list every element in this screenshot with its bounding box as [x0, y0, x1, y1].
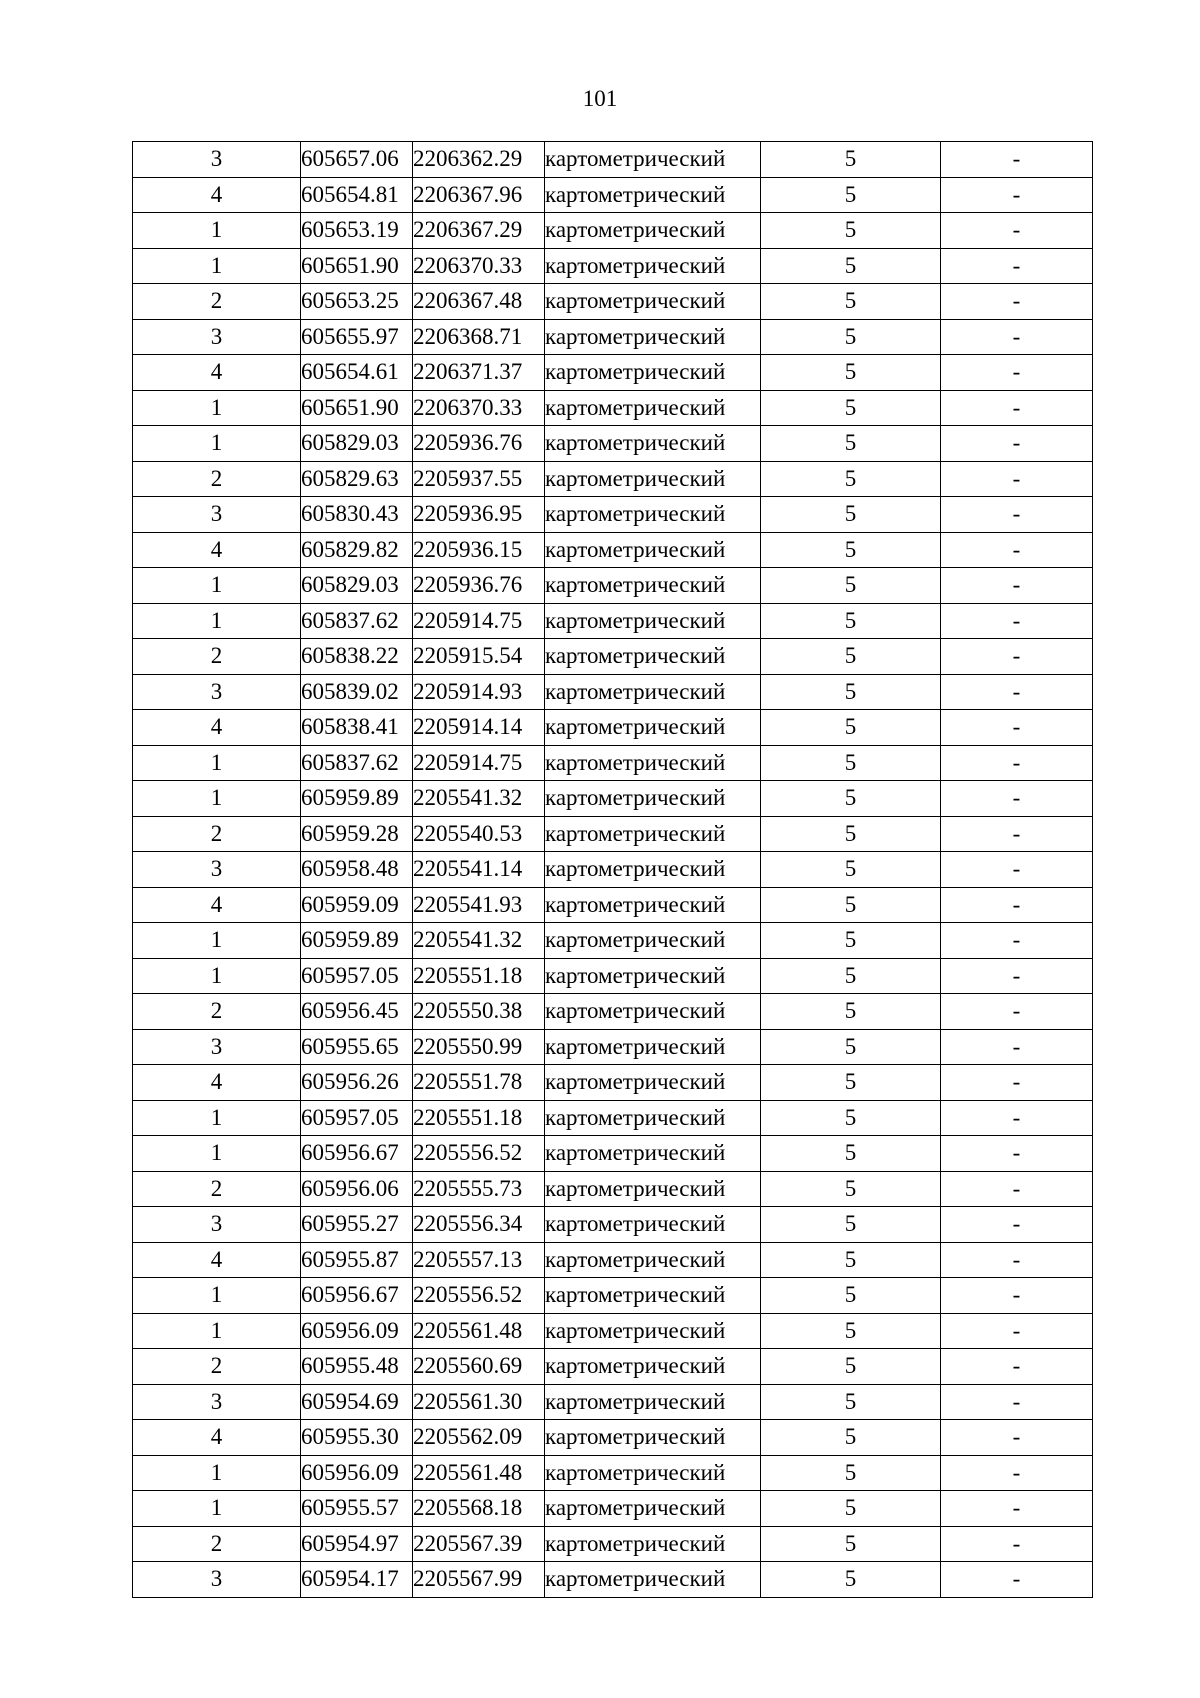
- coordinates-table-body: [133, 142, 1093, 1598]
- accuracy-cell: 5: [761, 1349, 941, 1385]
- accuracy-cell: 5: [761, 958, 941, 994]
- table-row: [133, 213, 1093, 249]
- table-row: [133, 639, 1093, 675]
- accuracy-cell: 5: [761, 603, 941, 639]
- y-coordinate-cell: 2206370.33: [413, 248, 545, 284]
- x-coordinate-cell: 605956.45: [301, 994, 413, 1030]
- method-cell: картометрический: [545, 852, 761, 888]
- y-coordinate-cell: 2205560.69: [413, 1349, 545, 1385]
- accuracy-cell: 5: [761, 639, 941, 675]
- y-coordinate-cell: 2206370.33: [413, 390, 545, 426]
- point-number-cell: 1: [133, 568, 301, 604]
- accuracy-cell: 5: [761, 1455, 941, 1491]
- table-row: [133, 1207, 1093, 1243]
- table-row: [133, 426, 1093, 462]
- description-cell: -: [941, 319, 1093, 355]
- table-row: [133, 355, 1093, 391]
- accuracy-cell: 5: [761, 1100, 941, 1136]
- accuracy-cell: 5: [761, 674, 941, 710]
- accuracy-cell: 5: [761, 1207, 941, 1243]
- x-coordinate-cell: 605657.06: [301, 142, 413, 178]
- y-coordinate-cell: 2205914.75: [413, 745, 545, 781]
- x-coordinate-cell: 605954.69: [301, 1384, 413, 1420]
- y-coordinate-cell: 2205550.99: [413, 1029, 545, 1065]
- y-coordinate-cell: 2205567.99: [413, 1562, 545, 1598]
- point-number-cell: 2: [133, 994, 301, 1030]
- point-number-cell: 4: [133, 710, 301, 746]
- description-cell: -: [941, 1491, 1093, 1527]
- table-row: [133, 745, 1093, 781]
- description-cell: -: [941, 532, 1093, 568]
- description-cell: -: [941, 284, 1093, 320]
- point-number-cell: 1: [133, 745, 301, 781]
- accuracy-cell: 5: [761, 142, 941, 178]
- accuracy-cell: 5: [761, 319, 941, 355]
- method-cell: картометрический: [545, 426, 761, 462]
- x-coordinate-cell: 605955.48: [301, 1349, 413, 1385]
- table-row: [133, 177, 1093, 213]
- description-cell: -: [941, 639, 1093, 675]
- accuracy-cell: 5: [761, 852, 941, 888]
- method-cell: картометрический: [545, 319, 761, 355]
- table-row: [133, 319, 1093, 355]
- method-cell: картометрический: [545, 213, 761, 249]
- method-cell: картометрический: [545, 142, 761, 178]
- point-number-cell: 3: [133, 1562, 301, 1598]
- point-number-cell: 4: [133, 1420, 301, 1456]
- y-coordinate-cell: 2205914.14: [413, 710, 545, 746]
- y-coordinate-cell: 2205567.39: [413, 1526, 545, 1562]
- accuracy-cell: 5: [761, 284, 941, 320]
- table-row: [133, 1526, 1093, 1562]
- table-row: [133, 1420, 1093, 1456]
- y-coordinate-cell: 2206367.96: [413, 177, 545, 213]
- point-number-cell: 4: [133, 177, 301, 213]
- method-cell: картометрический: [545, 1065, 761, 1101]
- x-coordinate-cell: 605651.90: [301, 390, 413, 426]
- method-cell: картометрический: [545, 177, 761, 213]
- y-coordinate-cell: 2205551.78: [413, 1065, 545, 1101]
- x-coordinate-cell: 605959.28: [301, 816, 413, 852]
- table-row: [133, 958, 1093, 994]
- method-cell: картометрический: [545, 816, 761, 852]
- method-cell: картометрический: [545, 887, 761, 923]
- table-row: [133, 674, 1093, 710]
- description-cell: -: [941, 248, 1093, 284]
- y-coordinate-cell: 2205914.93: [413, 674, 545, 710]
- description-cell: -: [941, 461, 1093, 497]
- y-coordinate-cell: 2205561.30: [413, 1384, 545, 1420]
- description-cell: -: [941, 142, 1093, 178]
- description-cell: -: [941, 887, 1093, 923]
- description-cell: -: [941, 213, 1093, 249]
- method-cell: картометрический: [545, 532, 761, 568]
- point-number-cell: 1: [133, 1278, 301, 1314]
- table-row: [133, 1455, 1093, 1491]
- description-cell: -: [941, 710, 1093, 746]
- point-number-cell: 2: [133, 1171, 301, 1207]
- y-coordinate-cell: 2205562.09: [413, 1420, 545, 1456]
- method-cell: картометрический: [545, 1562, 761, 1598]
- point-number-cell: 3: [133, 319, 301, 355]
- description-cell: -: [941, 1349, 1093, 1385]
- x-coordinate-cell: 605956.26: [301, 1065, 413, 1101]
- point-number-cell: 1: [133, 1100, 301, 1136]
- point-number-cell: 1: [133, 1455, 301, 1491]
- method-cell: картометрический: [545, 603, 761, 639]
- table-row: [133, 1384, 1093, 1420]
- accuracy-cell: 5: [761, 1242, 941, 1278]
- accuracy-cell: 5: [761, 213, 941, 249]
- y-coordinate-cell: 2206367.29: [413, 213, 545, 249]
- accuracy-cell: 5: [761, 994, 941, 1030]
- x-coordinate-cell: 605959.09: [301, 887, 413, 923]
- x-coordinate-cell: 605957.05: [301, 1100, 413, 1136]
- x-coordinate-cell: 605954.97: [301, 1526, 413, 1562]
- method-cell: картометрический: [545, 1242, 761, 1278]
- y-coordinate-cell: 2205937.55: [413, 461, 545, 497]
- description-cell: -: [941, 1171, 1093, 1207]
- point-number-cell: 1: [133, 1491, 301, 1527]
- table-row: [133, 142, 1093, 178]
- y-coordinate-cell: 2205561.48: [413, 1313, 545, 1349]
- y-coordinate-cell: 2205541.14: [413, 852, 545, 888]
- x-coordinate-cell: 605653.19: [301, 213, 413, 249]
- x-coordinate-cell: 605839.02: [301, 674, 413, 710]
- point-number-cell: 3: [133, 1029, 301, 1065]
- method-cell: картометрический: [545, 1207, 761, 1243]
- accuracy-cell: 5: [761, 710, 941, 746]
- y-coordinate-cell: 2206362.29: [413, 142, 545, 178]
- y-coordinate-cell: 2205557.13: [413, 1242, 545, 1278]
- table-row: [133, 923, 1093, 959]
- accuracy-cell: 5: [761, 426, 941, 462]
- description-cell: -: [941, 1065, 1093, 1101]
- x-coordinate-cell: 605655.97: [301, 319, 413, 355]
- table-row: [133, 816, 1093, 852]
- accuracy-cell: 5: [761, 390, 941, 426]
- accuracy-cell: 5: [761, 1420, 941, 1456]
- description-cell: -: [941, 1526, 1093, 1562]
- accuracy-cell: 5: [761, 1562, 941, 1598]
- x-coordinate-cell: 605837.62: [301, 603, 413, 639]
- point-number-cell: 3: [133, 674, 301, 710]
- x-coordinate-cell: 605653.25: [301, 284, 413, 320]
- x-coordinate-cell: 605957.05: [301, 958, 413, 994]
- y-coordinate-cell: 2206367.48: [413, 284, 545, 320]
- method-cell: картометрический: [545, 674, 761, 710]
- point-number-cell: 1: [133, 1313, 301, 1349]
- point-number-cell: 2: [133, 1526, 301, 1562]
- method-cell: картометрический: [545, 958, 761, 994]
- point-number-cell: 3: [133, 142, 301, 178]
- table-row: [133, 781, 1093, 817]
- method-cell: картометрический: [545, 923, 761, 959]
- method-cell: картометрический: [545, 497, 761, 533]
- description-cell: -: [941, 355, 1093, 391]
- y-coordinate-cell: 2206368.71: [413, 319, 545, 355]
- y-coordinate-cell: 2205551.18: [413, 1100, 545, 1136]
- y-coordinate-cell: 2205915.54: [413, 639, 545, 675]
- table-row: [133, 248, 1093, 284]
- y-coordinate-cell: 2205936.95: [413, 497, 545, 533]
- description-cell: -: [941, 1100, 1093, 1136]
- table-row: [133, 1029, 1093, 1065]
- method-cell: картометрический: [545, 1278, 761, 1314]
- x-coordinate-cell: 605959.89: [301, 923, 413, 959]
- x-coordinate-cell: 605956.09: [301, 1313, 413, 1349]
- method-cell: картометрический: [545, 1171, 761, 1207]
- method-cell: картометрический: [545, 568, 761, 604]
- point-number-cell: 4: [133, 1242, 301, 1278]
- method-cell: картометрический: [545, 781, 761, 817]
- point-number-cell: 1: [133, 923, 301, 959]
- description-cell: -: [941, 1420, 1093, 1456]
- method-cell: картометрический: [545, 710, 761, 746]
- method-cell: картометрический: [545, 284, 761, 320]
- accuracy-cell: 5: [761, 177, 941, 213]
- accuracy-cell: 5: [761, 461, 941, 497]
- table-row: [133, 532, 1093, 568]
- x-coordinate-cell: 605829.63: [301, 461, 413, 497]
- y-coordinate-cell: 2205936.76: [413, 568, 545, 604]
- method-cell: картометрический: [545, 1526, 761, 1562]
- accuracy-cell: 5: [761, 532, 941, 568]
- x-coordinate-cell: 605955.57: [301, 1491, 413, 1527]
- y-coordinate-cell: 2205556.52: [413, 1278, 545, 1314]
- y-coordinate-cell: 2205541.93: [413, 887, 545, 923]
- description-cell: -: [941, 1313, 1093, 1349]
- x-coordinate-cell: 605955.27: [301, 1207, 413, 1243]
- table-row: [133, 603, 1093, 639]
- point-number-cell: 1: [133, 603, 301, 639]
- point-number-cell: 2: [133, 639, 301, 675]
- point-number-cell: 1: [133, 781, 301, 817]
- x-coordinate-cell: 605955.30: [301, 1420, 413, 1456]
- table-row: [133, 568, 1093, 604]
- method-cell: картометрический: [545, 1029, 761, 1065]
- description-cell: -: [941, 1384, 1093, 1420]
- x-coordinate-cell: 605830.43: [301, 497, 413, 533]
- point-number-cell: 2: [133, 1349, 301, 1385]
- accuracy-cell: 5: [761, 355, 941, 391]
- x-coordinate-cell: 605956.09: [301, 1455, 413, 1491]
- accuracy-cell: 5: [761, 1278, 941, 1314]
- point-number-cell: 1: [133, 248, 301, 284]
- accuracy-cell: 5: [761, 1384, 941, 1420]
- description-cell: -: [941, 390, 1093, 426]
- table-row: [133, 461, 1093, 497]
- table-row: [133, 497, 1093, 533]
- y-coordinate-cell: 2205540.53: [413, 816, 545, 852]
- x-coordinate-cell: 605837.62: [301, 745, 413, 781]
- y-coordinate-cell: 2205568.18: [413, 1491, 545, 1527]
- coordinates-table: [132, 141, 1093, 1598]
- y-coordinate-cell: 2205936.76: [413, 426, 545, 462]
- x-coordinate-cell: 605955.87: [301, 1242, 413, 1278]
- point-number-cell: 1: [133, 213, 301, 249]
- x-coordinate-cell: 605958.48: [301, 852, 413, 888]
- description-cell: -: [941, 958, 1093, 994]
- table-row: [133, 284, 1093, 320]
- method-cell: картометрический: [545, 745, 761, 781]
- point-number-cell: 2: [133, 284, 301, 320]
- table-row: [133, 1491, 1093, 1527]
- point-number-cell: 2: [133, 461, 301, 497]
- table-row: [133, 994, 1093, 1030]
- accuracy-cell: 5: [761, 248, 941, 284]
- point-number-cell: 3: [133, 852, 301, 888]
- x-coordinate-cell: 605956.06: [301, 1171, 413, 1207]
- method-cell: картометрический: [545, 248, 761, 284]
- accuracy-cell: 5: [761, 1313, 941, 1349]
- y-coordinate-cell: 2205550.38: [413, 994, 545, 1030]
- x-coordinate-cell: 605651.90: [301, 248, 413, 284]
- y-coordinate-cell: 2205936.15: [413, 532, 545, 568]
- method-cell: картометрический: [545, 994, 761, 1030]
- table-row: [133, 1562, 1093, 1598]
- description-cell: -: [941, 568, 1093, 604]
- table-row: [133, 1242, 1093, 1278]
- table-row: [133, 390, 1093, 426]
- description-cell: -: [941, 497, 1093, 533]
- table-row: [133, 1065, 1093, 1101]
- point-number-cell: 3: [133, 1207, 301, 1243]
- point-number-cell: 3: [133, 1384, 301, 1420]
- description-cell: -: [941, 177, 1093, 213]
- description-cell: -: [941, 781, 1093, 817]
- y-coordinate-cell: 2205541.32: [413, 923, 545, 959]
- table-row: [133, 1171, 1093, 1207]
- point-number-cell: 1: [133, 958, 301, 994]
- y-coordinate-cell: 2205551.18: [413, 958, 545, 994]
- description-cell: -: [941, 923, 1093, 959]
- accuracy-cell: 5: [761, 1065, 941, 1101]
- x-coordinate-cell: 605829.03: [301, 426, 413, 462]
- accuracy-cell: 5: [761, 497, 941, 533]
- description-cell: -: [941, 745, 1093, 781]
- x-coordinate-cell: 605838.22: [301, 639, 413, 675]
- x-coordinate-cell: 605954.17: [301, 1562, 413, 1598]
- table-row: [133, 852, 1093, 888]
- accuracy-cell: 5: [761, 923, 941, 959]
- description-cell: -: [941, 1029, 1093, 1065]
- table-row: [133, 710, 1093, 746]
- description-cell: -: [941, 674, 1093, 710]
- y-coordinate-cell: 2205561.48: [413, 1455, 545, 1491]
- point-number-cell: 4: [133, 355, 301, 391]
- description-cell: -: [941, 426, 1093, 462]
- description-cell: -: [941, 603, 1093, 639]
- x-coordinate-cell: 605654.81: [301, 177, 413, 213]
- accuracy-cell: 5: [761, 1136, 941, 1172]
- accuracy-cell: 5: [761, 1029, 941, 1065]
- table-row: [133, 1278, 1093, 1314]
- method-cell: картометрический: [545, 1100, 761, 1136]
- point-number-cell: 4: [133, 887, 301, 923]
- point-number-cell: 2: [133, 816, 301, 852]
- method-cell: картометрический: [545, 355, 761, 391]
- accuracy-cell: 5: [761, 1526, 941, 1562]
- point-number-cell: 4: [133, 532, 301, 568]
- description-cell: -: [941, 1455, 1093, 1491]
- x-coordinate-cell: 605959.89: [301, 781, 413, 817]
- point-number-cell: 4: [133, 1065, 301, 1101]
- point-number-cell: 3: [133, 497, 301, 533]
- accuracy-cell: 5: [761, 816, 941, 852]
- x-coordinate-cell: 605654.61: [301, 355, 413, 391]
- method-cell: картометрический: [545, 639, 761, 675]
- description-cell: -: [941, 1207, 1093, 1243]
- point-number-cell: 1: [133, 426, 301, 462]
- description-cell: -: [941, 816, 1093, 852]
- y-coordinate-cell: 2205555.73: [413, 1171, 545, 1207]
- y-coordinate-cell: 2205556.52: [413, 1136, 545, 1172]
- description-cell: -: [941, 1242, 1093, 1278]
- x-coordinate-cell: 605956.67: [301, 1136, 413, 1172]
- y-coordinate-cell: 2205914.75: [413, 603, 545, 639]
- accuracy-cell: 5: [761, 568, 941, 604]
- table-row: [133, 1349, 1093, 1385]
- accuracy-cell: 5: [761, 1171, 941, 1207]
- description-cell: -: [941, 1562, 1093, 1598]
- method-cell: картометрический: [545, 1491, 761, 1527]
- x-coordinate-cell: 605955.65: [301, 1029, 413, 1065]
- table-row: [133, 1136, 1093, 1172]
- y-coordinate-cell: 2206371.37: [413, 355, 545, 391]
- accuracy-cell: 5: [761, 1491, 941, 1527]
- y-coordinate-cell: 2205541.32: [413, 781, 545, 817]
- method-cell: картометрический: [545, 1313, 761, 1349]
- y-coordinate-cell: 2205556.34: [413, 1207, 545, 1243]
- method-cell: картометрический: [545, 1136, 761, 1172]
- method-cell: картометрический: [545, 390, 761, 426]
- point-number-cell: 1: [133, 390, 301, 426]
- accuracy-cell: 5: [761, 745, 941, 781]
- table-row: [133, 1313, 1093, 1349]
- accuracy-cell: 5: [761, 887, 941, 923]
- method-cell: картометрический: [545, 461, 761, 497]
- x-coordinate-cell: 605829.82: [301, 532, 413, 568]
- description-cell: -: [941, 1136, 1093, 1172]
- x-coordinate-cell: 605829.03: [301, 568, 413, 604]
- method-cell: картометрический: [545, 1349, 761, 1385]
- point-number-cell: 1: [133, 1136, 301, 1172]
- description-cell: -: [941, 1278, 1093, 1314]
- x-coordinate-cell: 605838.41: [301, 710, 413, 746]
- method-cell: картометрический: [545, 1420, 761, 1456]
- table-row: [133, 887, 1093, 923]
- page-number: 101: [582, 86, 618, 111]
- method-cell: картометрический: [545, 1384, 761, 1420]
- method-cell: картометрический: [545, 1455, 761, 1491]
- table-row: [133, 1100, 1093, 1136]
- x-coordinate-cell: 605956.67: [301, 1278, 413, 1314]
- accuracy-cell: 5: [761, 781, 941, 817]
- description-cell: -: [941, 852, 1093, 888]
- description-cell: -: [941, 994, 1093, 1030]
